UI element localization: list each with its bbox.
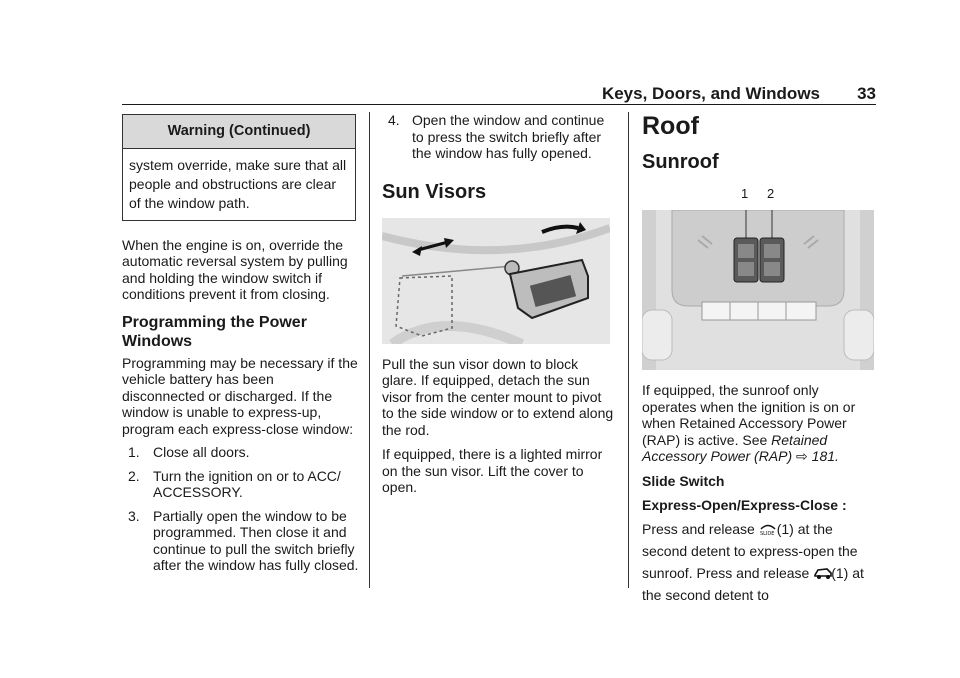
roof-heading: Roof [642, 112, 699, 140]
column-divider [628, 112, 629, 588]
express-paragraph: Press and release SLIDE (1) at the second detent to express-open the sunroof. Press and release (1) at the second detent to [642, 520, 864, 603]
column-3 [642, 112, 876, 606]
sun-visor-paragraph: Pull the sun visor down to block glare. If equipped, detach the sun visor from the center mount to pivot to the side window or to extend along the rod. [382, 355, 614, 438]
sun-visor-drawing [382, 218, 610, 344]
section-title: Keys, Doors, and Windows [601, 84, 820, 103]
sunroof-console-illustration [642, 210, 874, 370]
list-item: 2. Turn the ignition on or to ACC/ ACCESSORY. [128, 467, 341, 500]
programming-steps-continued [382, 112, 614, 162]
figure-callouts [642, 186, 876, 206]
slide-close-icon [813, 564, 831, 578]
list-item: 1. Close all doors. [128, 444, 250, 460]
column-divider [369, 112, 370, 588]
sun-visor-illustration [382, 218, 610, 344]
sunroof-paragraph: If equipped, the sunroof only operates when the ignition is on or when Retained Accessory Power (RAP) is active. See Retained Accessory Power (RAP) ⇨ 181. [642, 382, 856, 464]
sunroof-heading: Sunroof [642, 151, 719, 173]
warning-title: Warning (Continued) [123, 115, 355, 149]
page-header [122, 82, 876, 104]
svg-text:SLIDE: SLIDE [759, 530, 775, 536]
list-item: 3. Partially open the window to be programmed. Then close it and continue to pull the switch briefly after the window has fully closed. [128, 507, 359, 573]
header-rule [122, 104, 876, 105]
programming-paragraph: Programming may be necessary if the vehicle battery has been disconnected or discharged. If the window is unable to express-up, program each express-close window: [122, 354, 358, 437]
page-reference: ⇨ 181. [796, 448, 839, 464]
override-paragraph: When the engine is on, override the automatic reversal system by pulling and holding the window switch if conditions prevent it from closing. [122, 236, 348, 302]
column-1 [122, 112, 360, 574]
slide-switch-label: Slide Switch [642, 472, 725, 489]
warning-body: system override, make sure that all people and obstructions are clear of the window path. [129, 156, 347, 211]
callout-2: 2 [767, 186, 775, 201]
list-item: 4. Open the window and continue to press the switch briefly after the window has fully opened. [388, 112, 605, 161]
column-2 [382, 112, 614, 496]
express-label: Express-Open/Express-Close : [642, 497, 847, 513]
mirror-paragraph: If equipped, there is a lighted mirror on the sun visor. Lift the cover to open. [382, 446, 603, 495]
programming-steps [122, 444, 360, 574]
page-number: 33 [857, 84, 876, 103]
rap-link[interactable]: Retained Accessory Power (RAP) [642, 431, 828, 464]
programming-heading: Programming the Power Windows [122, 313, 307, 350]
sun-visors-heading: Sun Visors [382, 180, 487, 203]
slide-open-icon [759, 520, 777, 534]
warning-box [122, 114, 356, 221]
callout-1: 1 [741, 186, 749, 201]
sunroof-console-drawing [642, 210, 874, 370]
